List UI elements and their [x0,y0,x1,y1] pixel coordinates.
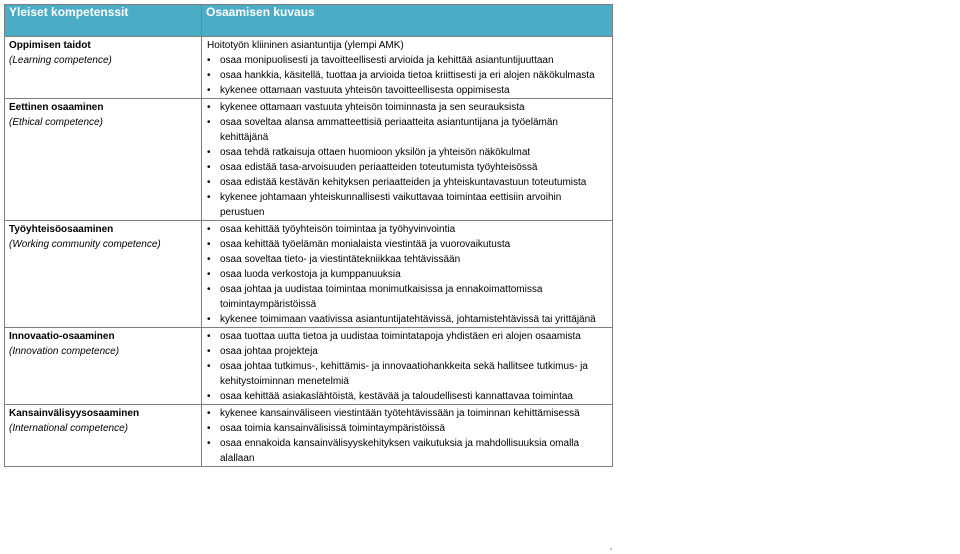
list-item: • osaa johtaa tutkimus-, kehittämis- ja innovaatiohankkeita sekä hallitsee tutkimus- ja kehitystoiminnan menetelmiä [206,359,608,389]
list-item: • osaa toimia kansainvälisissä toimintaympäristöissä [206,421,608,436]
list-item: • osaa tuottaa uutta tietoa ja uudistaa toimintatapoja yhdistäen eri alojen osaamista [206,329,608,344]
list-item: • osaa kehittää asiakaslähtöistä, kestävää ja taloudellisesti kannattavaa toimintaa [206,389,608,404]
list-item: • osaa edistää kestävän kehityksen periaatteiden ja yhteiskuntavastuun toteutumista [206,175,608,190]
description-list [206,100,608,220]
list-item: • osaa kehittää työyhteisön toimintaa ja työhyvinvointia [206,222,608,237]
description-list [206,53,608,98]
description-list [206,406,608,466]
list-item: • kykenee johtamaan yhteiskunnallisesti vaikuttavaa toimintaa eettisiin arvoihin perustuen [206,190,608,220]
competence-area-cell [5,221,202,328]
table-header-row [5,5,613,37]
list-item: • osaa tehdä ratkaisuja ottaen huomioon yksilön ja yhteisön näkökulmat [206,145,608,160]
competence-description-cell [202,405,613,467]
list-item: • osaa soveltaa tieto- ja viestintätekniikkaa tehtävissään [206,252,608,267]
list-item: • kykenee ottamaan vastuuta yhteisön toiminnasta ja sen seurauksista [206,100,608,115]
page-edge-mark [610,548,612,550]
competence-area-title: Kansainvälisyysosaaminen [9,408,140,419]
header-general-competences: Yleiset kompetenssit [5,5,202,37]
competence-area-english: (Ethical competence) [9,117,103,128]
competence-description-cell [202,328,613,405]
list-item: • osaa hankkia, käsitellä, tuottaa ja arvioida tietoa kriittisesti ja eri alojen näkökulmasta [206,68,608,83]
list-item: • osaa luoda verkostoja ja kumppanuuksia [206,267,608,282]
list-item: • osaa johtaa ja uudistaa toimintaa monimutkaisissa ja ennakoimattomissa toimintaympäristöissä [206,282,608,312]
competence-area-english: (Working community competence) [9,239,161,250]
competence-area-cell [5,99,202,221]
table-row [5,221,613,328]
table-row [5,99,613,221]
competence-area-title: Innovaatio-osaaminen [9,331,115,342]
list-item: • osaa monipuolisesti ja tavoitteellisesti arvioida ja kehittää asiantuntijuuttaan [206,53,608,68]
description-intro: Hoitotyön kliininen asiantuntija (ylempi AMK) [207,40,404,51]
competence-area-cell [5,328,202,405]
list-item: • osaa johtaa projekteja [206,344,608,359]
list-item: • osaa edistää tasa-arvoisuuden periaatteiden toteutumista työyhteisössä [206,160,608,175]
description-list [206,222,608,327]
competence-table [4,4,613,467]
competence-area-english: (Innovation competence) [9,346,120,357]
list-item: • kykenee kansainväliseen viestintään työtehtävissään ja toiminnan kehittämisessä [206,406,608,421]
table-row [5,37,613,99]
list-item: • osaa ennakoida kansainvälisyyskehityksen vaikutuksia ja mahdollisuuksia omalla alallaan [206,436,608,466]
competence-area-title: Eettinen osaaminen [9,102,104,113]
list-item: • osaa kehittää työelämän monialaista viestintää ja vuorovaikutusta [206,237,608,252]
competence-area-cell [5,405,202,467]
header-competence-description: Osaamisen kuvaus [202,5,613,37]
description-list [206,329,608,404]
table-row [5,328,613,405]
list-item: • osaa soveltaa alansa ammatteettisiä periaatteita asiantuntijana ja työelämän kehittäjänä [206,115,608,145]
table-body [5,37,613,467]
competence-description-cell [202,37,613,99]
competence-area-title: Työyhteisöosaaminen [9,224,114,235]
table-row [5,405,613,467]
list-item: • kykenee toimimaan vaativissa asiantuntijatehtävissä, johtamistehtävissä tai yrittäjänä [206,312,608,327]
competence-description-cell [202,221,613,328]
competence-area-english: (International competence) [9,423,128,434]
competence-area-english: (Learning competence) [9,55,112,66]
competence-description-cell [202,99,613,221]
list-item: • kykenee ottamaan vastuuta yhteisön tavoitteellisesta oppimisesta [206,83,608,98]
competence-area-cell [5,37,202,99]
competence-area-title: Oppimisen taidot [9,40,91,51]
